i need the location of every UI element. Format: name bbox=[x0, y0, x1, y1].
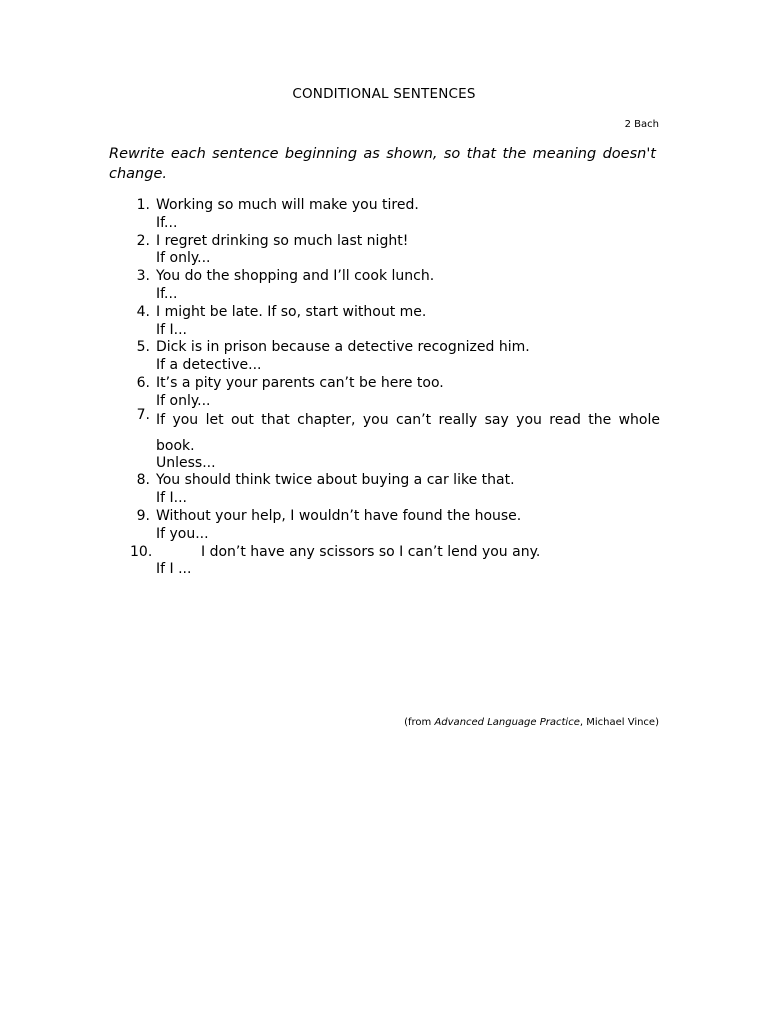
item-sentence: If you let out that chapter, you can’t really say you read the whole book. bbox=[156, 411, 660, 454]
item-prompt: If... bbox=[156, 285, 178, 302]
item-prompt: If I... bbox=[156, 490, 187, 507]
source-suffix: , Michael Vince) bbox=[579, 717, 659, 728]
document-title: CONDITIONAL SENTENCES bbox=[292, 86, 476, 102]
item-number: 10. bbox=[130, 543, 153, 560]
item-prompt: If only... bbox=[156, 250, 211, 267]
exercise-item-9 bbox=[100, 508, 660, 544]
item-sentence: Dick is in prison because a detective recognized him. bbox=[156, 339, 530, 356]
item-sentence: You do the shopping and I’ll cook lunch. bbox=[156, 268, 435, 285]
exercise-item-1 bbox=[100, 197, 660, 233]
exercise-item-6 bbox=[100, 375, 660, 411]
item-sentence: I might be late. If so, start without me. bbox=[156, 303, 427, 320]
item-sentence: I don’t have any scissors so I can’t lend you any. bbox=[201, 543, 541, 560]
exercise-item-10 bbox=[100, 544, 660, 580]
exercise-item-3 bbox=[100, 268, 660, 304]
item-sentence: You should think twice about buying a car like that. bbox=[156, 472, 515, 489]
level-label: 2 Bach bbox=[624, 119, 659, 130]
item-number: 9. bbox=[136, 507, 150, 524]
source-prefix: (from bbox=[404, 717, 435, 728]
item-sentence: Working so much will make you tired. bbox=[156, 197, 419, 213]
exercise-item-5 bbox=[100, 339, 660, 375]
item-prompt: If... bbox=[156, 214, 178, 231]
item-sentence: I regret drinking so much last night! bbox=[156, 232, 409, 249]
exercise-item-4 bbox=[100, 304, 660, 340]
item-sentence: It’s a pity your parents can’t be here too. bbox=[156, 374, 444, 391]
item-number: 2. bbox=[136, 232, 150, 249]
item-prompt: If a detective... bbox=[156, 357, 262, 374]
item-number: 8. bbox=[136, 472, 150, 489]
item-number: 5. bbox=[136, 339, 150, 356]
exercise-list bbox=[100, 197, 660, 579]
item-prompt: If only... bbox=[156, 392, 211, 409]
exercise-item-7 bbox=[100, 407, 660, 473]
item-number: 1. bbox=[136, 197, 150, 213]
item-sentence: Without your help, I wouldn’t have found the house. bbox=[156, 507, 522, 524]
source-citation bbox=[404, 717, 659, 728]
item-number: 3. bbox=[136, 268, 150, 285]
exercise-item-8 bbox=[100, 472, 660, 508]
exercise-item-2 bbox=[100, 233, 660, 269]
item-prompt: If you... bbox=[156, 525, 209, 542]
instructions-text: Rewrite each sentence beginning as shown, so that the meaning doesn't change. bbox=[109, 146, 656, 182]
item-number: 4. bbox=[136, 303, 150, 320]
item-number: 6. bbox=[136, 374, 150, 391]
item-prompt: Unless... bbox=[156, 454, 216, 471]
item-prompt: If I ... bbox=[156, 561, 192, 578]
source-book-title: Advanced Language Practice bbox=[434, 717, 580, 728]
item-prompt: If I... bbox=[156, 321, 187, 338]
item-number: 7. bbox=[136, 406, 150, 423]
